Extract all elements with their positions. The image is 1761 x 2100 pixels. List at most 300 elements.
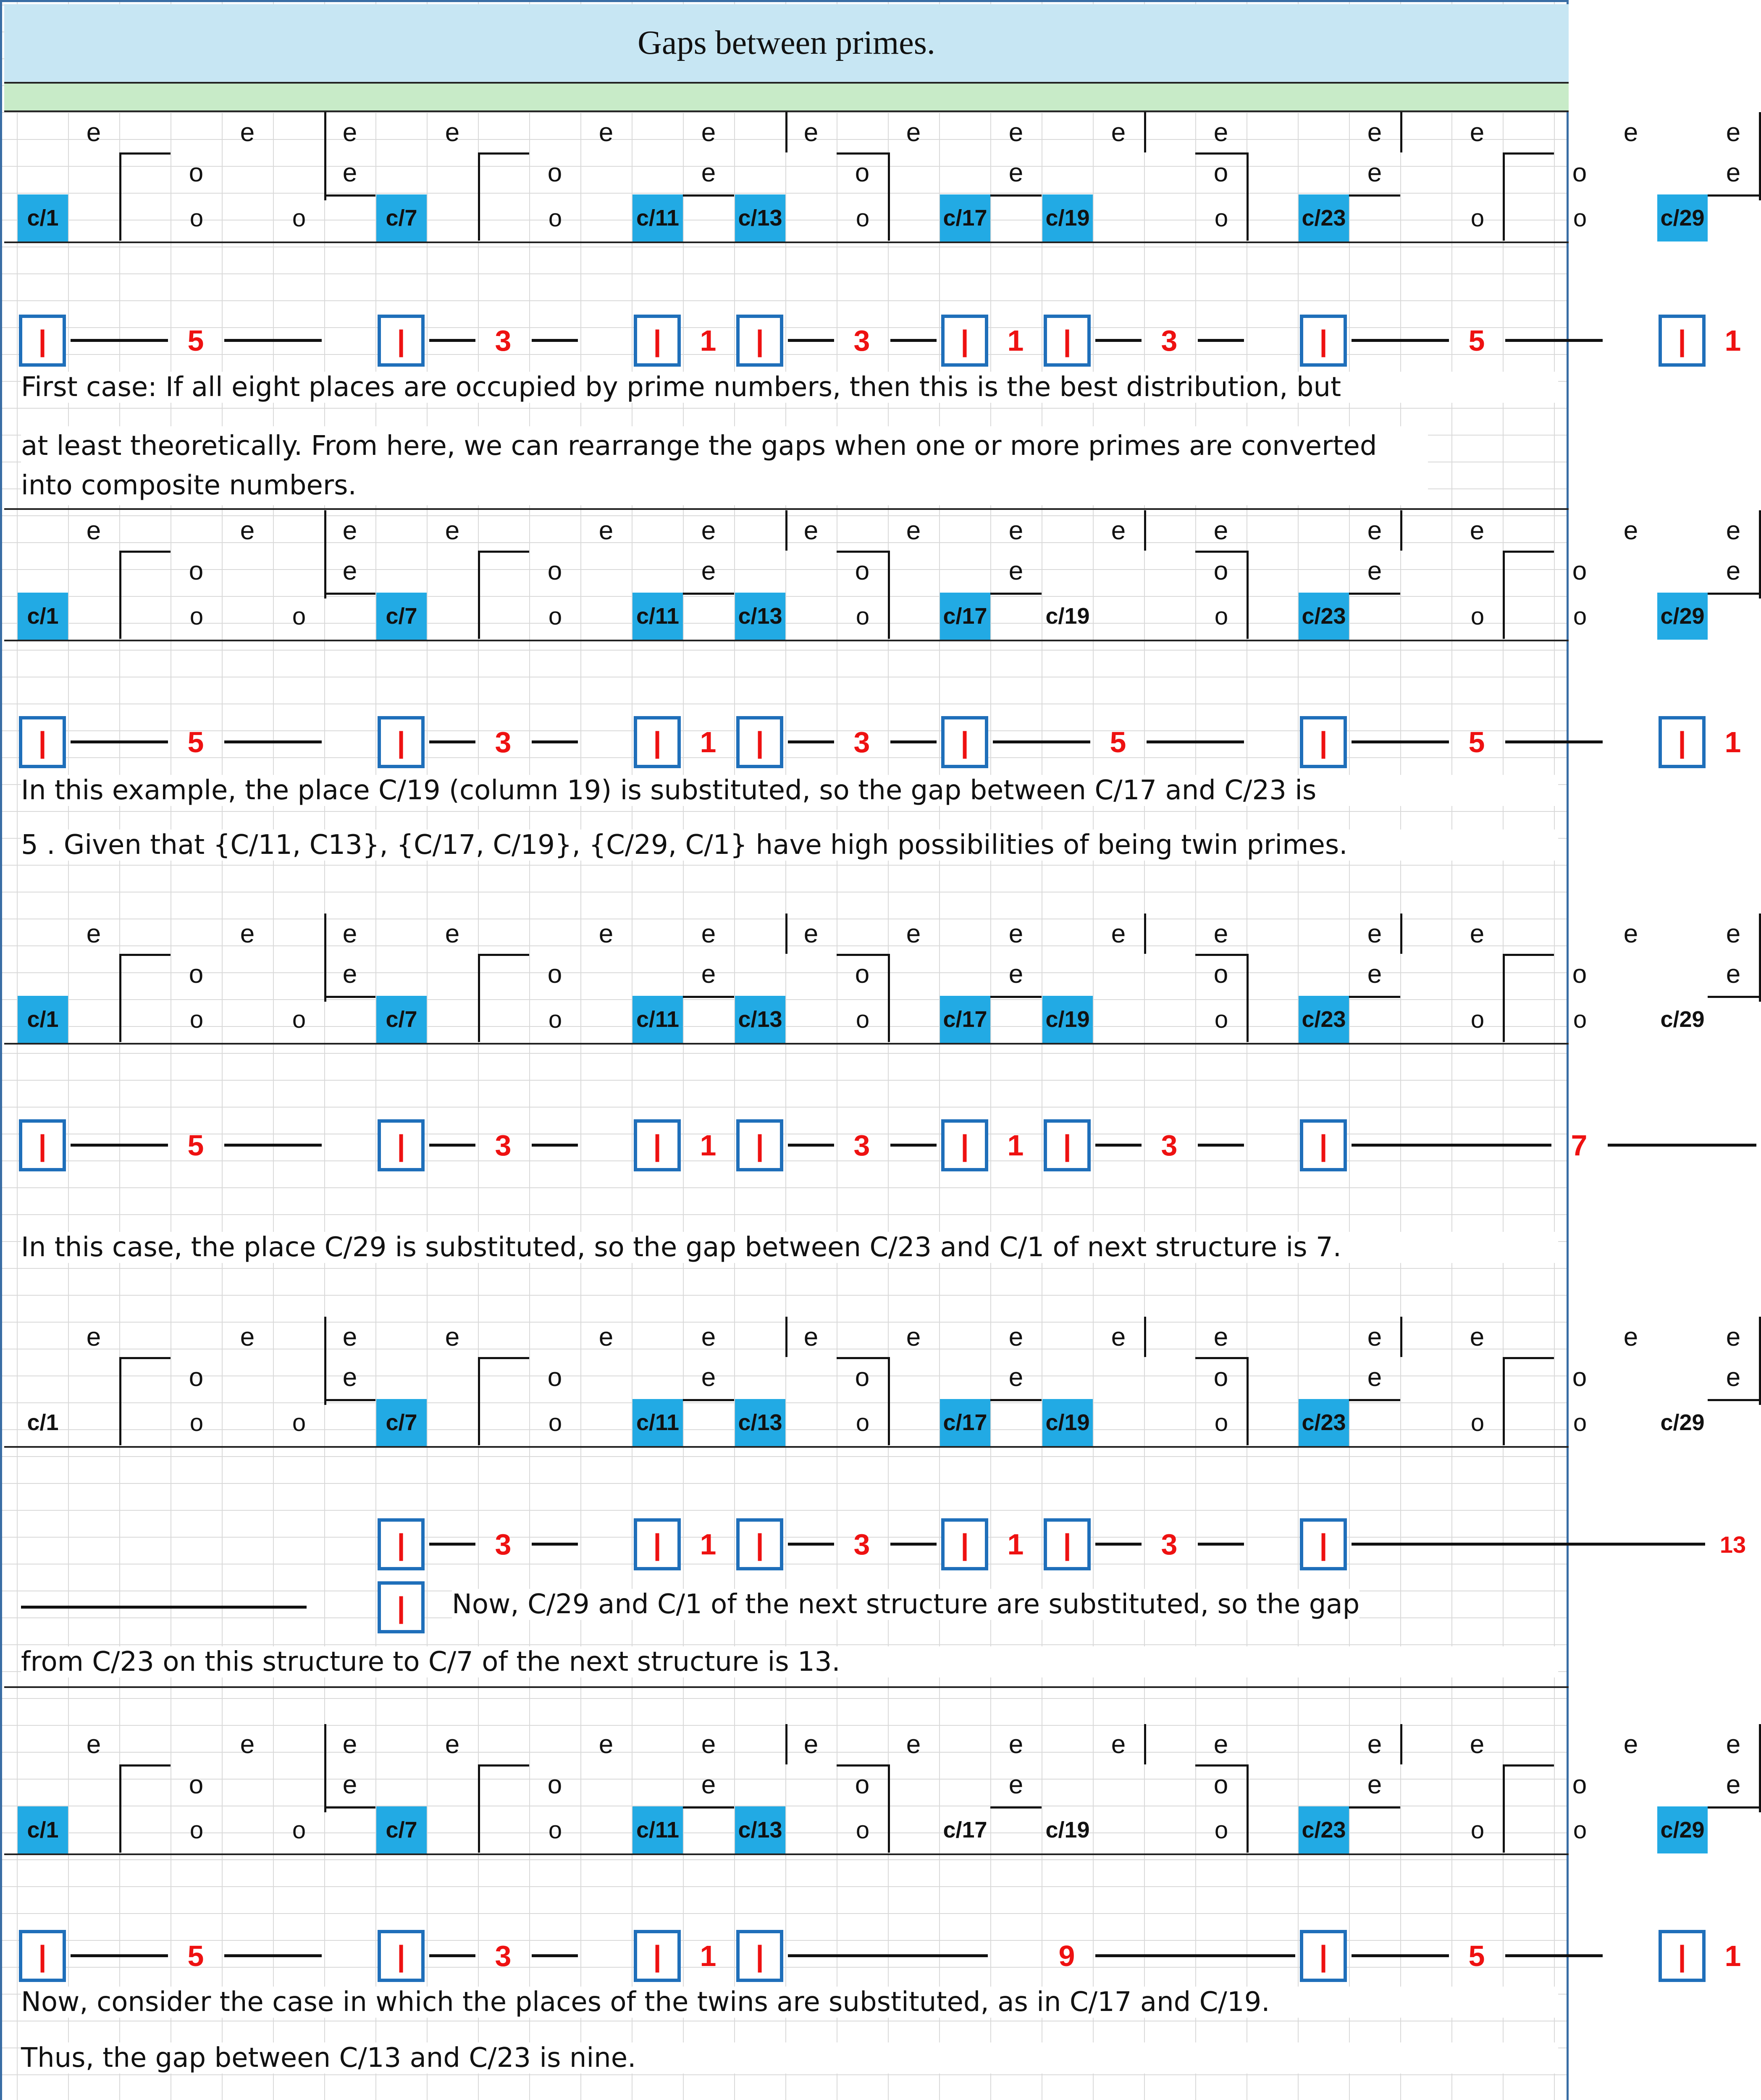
gap-number: 5 [1468, 1940, 1485, 1972]
place-c29: c/29 [1660, 1410, 1705, 1435]
structure-divider [1349, 996, 1400, 998]
odd-label: o [1213, 158, 1228, 187]
even-label: e [1008, 919, 1024, 948]
even-label: e [342, 556, 357, 585]
odd-place: o [1214, 1816, 1228, 1844]
place-c1: c/1 [18, 996, 68, 1043]
structure-divider [990, 1399, 1042, 1401]
structure-divider [119, 1357, 121, 1445]
prime-marker: | [1044, 1119, 1091, 1171]
prime-marker: | [378, 1930, 425, 1982]
even-label: e [1008, 158, 1024, 187]
even-label: e [1008, 118, 1024, 147]
header-band [4, 84, 1569, 112]
odd-label: o [1213, 556, 1228, 585]
gap-line [1352, 339, 1449, 342]
structure-divider [1503, 1764, 1505, 1853]
odd-label: o [547, 158, 562, 187]
sheet-title [4, 4, 1569, 84]
structure-divider [1708, 194, 1759, 197]
place-c7: c/7 [376, 996, 427, 1043]
even-label: e [86, 118, 101, 147]
structure-divider [478, 1764, 529, 1767]
even-label: e [1111, 118, 1126, 147]
structure-divider [837, 1764, 888, 1767]
even-label: e [86, 1322, 101, 1352]
structure-divider [119, 551, 121, 639]
structure-divider [324, 996, 375, 998]
gap-number: 3 [1161, 324, 1178, 357]
gap-number: 5 [1468, 726, 1485, 759]
structure-divider [478, 1764, 480, 1853]
odd-label: o [189, 1362, 204, 1392]
structure-divider [324, 1806, 375, 1809]
place-c11: c/11 [632, 1806, 683, 1853]
prime-marker: | [378, 1518, 425, 1570]
gap-number: 3 [495, 1528, 512, 1561]
structure-divider [1708, 996, 1759, 998]
even-label: e [598, 1322, 614, 1352]
place-c1: c/1 [18, 593, 68, 640]
odd-place: o [189, 602, 204, 630]
structure-divider [785, 1317, 787, 1357]
odd-place: o [292, 1409, 306, 1436]
odd-place: o [1470, 1409, 1485, 1436]
structure-divider [478, 152, 529, 155]
explanation-text: Now, C/29 and C/1 of the next structure are substituted, so the gap [452, 1589, 1360, 1620]
even-label: e [1367, 1322, 1382, 1352]
structure-divider [1144, 112, 1146, 152]
odd-label: o [189, 158, 204, 187]
odd-label: o [189, 556, 204, 585]
prime-marker: | [378, 716, 425, 768]
structure-divider [990, 593, 1042, 595]
place-c17: c/17 [943, 1817, 987, 1843]
place-c7: c/7 [376, 1399, 427, 1446]
gap-line [224, 740, 322, 743]
even-label: e [240, 919, 255, 948]
gap-number: 3 [495, 324, 512, 357]
odd-place: o [292, 602, 306, 630]
structure-divider [1195, 1357, 1247, 1359]
prime-marker: | [941, 315, 988, 367]
gap-number: 1 [1007, 1129, 1024, 1162]
gap-number: 9 [1058, 1940, 1075, 1972]
even-label: e [701, 1730, 716, 1759]
even-label: e [1213, 1322, 1228, 1352]
even-label: e [86, 516, 101, 545]
odd-label: o [547, 1362, 562, 1392]
structure-divider [1247, 152, 1249, 241]
gap-line [224, 1144, 322, 1147]
even-label: e [598, 1730, 614, 1759]
gap-line [429, 339, 475, 342]
gap-line [1505, 1954, 1603, 1957]
structure-divider [324, 593, 375, 595]
explanation-text: In this example, the place C/19 (column 19) is substituted, so the gap between C/17 and C/23 is [21, 775, 1558, 806]
odd-place: o [1214, 204, 1228, 232]
odd-place: o [1470, 602, 1485, 630]
structure-divider [1759, 112, 1761, 200]
gap-line [532, 1954, 578, 1957]
row-separator [4, 1043, 1569, 1045]
even-label: e [1623, 516, 1638, 545]
odd-place: o [292, 1816, 306, 1844]
structure-divider [990, 194, 1042, 197]
gap-line [890, 339, 937, 342]
structure-divider [1400, 1724, 1402, 1764]
gap-line [429, 1954, 475, 1957]
structure-divider [478, 954, 529, 956]
even-label: e [342, 1770, 357, 1799]
gap-number: 3 [853, 1129, 870, 1162]
place-c13: c/13 [735, 996, 785, 1043]
prime-marker: | [941, 716, 988, 768]
structure-divider [1400, 510, 1402, 551]
gap-number: 3 [495, 1129, 512, 1162]
even-label: e [701, 158, 716, 187]
prime-marker: | [378, 315, 425, 367]
place-c7: c/7 [376, 593, 427, 640]
even-label: e [1367, 959, 1382, 989]
gap-line [1352, 1144, 1551, 1147]
structure-divider [478, 152, 480, 241]
structure-divider [1400, 112, 1402, 152]
prime-marker: | [941, 1119, 988, 1171]
structure-divider [1144, 1724, 1146, 1764]
place-c17: c/17 [940, 996, 990, 1043]
even-label: e [1111, 1730, 1126, 1759]
even-label: e [1623, 1322, 1638, 1352]
place-c29: c/29 [1657, 1806, 1708, 1853]
place-c29: c/29 [1657, 593, 1708, 640]
gap-number: 1 [1007, 1528, 1024, 1561]
structure-divider [324, 1724, 326, 1812]
gap-number: 3 [1161, 1129, 1178, 1162]
odd-place: o [1573, 1005, 1587, 1033]
even-label: e [342, 158, 357, 187]
structure-divider [785, 510, 787, 551]
structure-divider [1503, 1764, 1554, 1767]
even-label: e [1367, 1770, 1382, 1799]
gap-number: 5 [187, 1940, 204, 1972]
gap-line [788, 1954, 988, 1957]
gap-number: 1 [1724, 726, 1741, 759]
place-c19: c/19 [1042, 1399, 1093, 1446]
even-label: e [803, 919, 819, 948]
prime-marker: | [378, 1119, 425, 1171]
odd-label: o [855, 959, 870, 989]
even-label: e [701, 1322, 716, 1352]
structure-divider [1503, 152, 1505, 241]
structure-divider [888, 1357, 890, 1445]
even-label: e [803, 118, 819, 147]
even-label: e [1726, 516, 1741, 545]
place-c23: c/23 [1299, 1806, 1349, 1853]
structure-divider [683, 1399, 734, 1401]
even-label: e [342, 516, 357, 545]
prime-marker: | [19, 716, 66, 768]
structure-divider [324, 1317, 326, 1405]
prime-marker: | [736, 315, 783, 367]
gap-line [1608, 1144, 1756, 1147]
gap-line [71, 1144, 168, 1147]
structure-divider [119, 152, 121, 241]
odd-place: o [548, 1816, 562, 1844]
structure-divider [119, 954, 171, 956]
prime-marker: | [736, 1518, 783, 1570]
odd-place: o [189, 1816, 204, 1844]
odd-label: o [855, 158, 870, 187]
structure-divider [837, 1357, 888, 1359]
structure-divider [837, 551, 888, 553]
structure-divider [1247, 551, 1249, 639]
structure-divider [478, 551, 480, 639]
gap-line [788, 740, 834, 743]
odd-place: o [292, 1005, 306, 1033]
even-label: e [1213, 516, 1228, 545]
structure-divider [1247, 954, 1249, 1042]
structure-divider [478, 1357, 529, 1359]
gap-line [1352, 1543, 1705, 1546]
structure-divider [1144, 510, 1146, 551]
prime-marker: | [736, 716, 783, 768]
odd-place: o [1214, 1005, 1228, 1033]
structure-divider [785, 1724, 787, 1764]
gap-line [532, 740, 578, 743]
place-c13: c/13 [735, 1399, 785, 1446]
even-label: e [1367, 919, 1382, 948]
even-label: e [1008, 556, 1024, 585]
gap-line [1095, 1954, 1295, 1957]
odd-label: o [1572, 959, 1587, 989]
odd-place: o [1470, 1005, 1485, 1033]
prime-marker: | [1300, 716, 1347, 768]
even-label: e [445, 1322, 460, 1352]
explanation-text: In this case, the place C/29 is substituted, so the gap between C/23 and C/1 of next structure is 7. [21, 1232, 1558, 1263]
place-c23: c/23 [1299, 1399, 1349, 1446]
place-c1: c/1 [18, 1806, 68, 1853]
prime-marker: | [1044, 1518, 1091, 1570]
place-c19: c/19 [1042, 996, 1093, 1043]
structure-divider [1503, 1357, 1505, 1445]
structure-divider [1144, 914, 1146, 954]
even-label: e [1726, 1730, 1741, 1759]
structure-divider [1503, 551, 1505, 639]
structure-divider [1349, 593, 1400, 595]
even-label: e [86, 1730, 101, 1759]
place-c1: c/1 [27, 1410, 59, 1435]
structure-divider [837, 954, 888, 956]
gap-number: 1 [1007, 324, 1024, 357]
odd-place: o [189, 1005, 204, 1033]
even-label: e [240, 118, 255, 147]
odd-label: o [855, 556, 870, 585]
explanation-text: Now, consider the case in which the places of the twins are substituted, as in C/17 and C/19. [21, 1987, 1558, 2018]
structure-divider [1708, 593, 1759, 595]
prime-marker: | [941, 1518, 988, 1570]
prime-marker: | [19, 315, 66, 367]
gap-line [788, 1144, 834, 1147]
odd-place: o [548, 1409, 562, 1436]
structure-divider [1503, 954, 1505, 1042]
gap-line [1095, 1543, 1142, 1546]
gap-line [890, 1144, 937, 1147]
odd-label: o [547, 1770, 562, 1799]
structure-divider [1195, 1764, 1247, 1767]
structure-divider [1195, 551, 1247, 553]
gap-number: 1 [1724, 1940, 1741, 1972]
even-label: e [1367, 158, 1382, 187]
even-label: e [906, 1322, 921, 1352]
gap-line [890, 1543, 937, 1546]
gap-number: 1 [700, 1940, 716, 1972]
even-label: e [240, 516, 255, 545]
structure-divider [1247, 1357, 1249, 1445]
structure-divider [478, 1357, 480, 1445]
gap-line [1198, 1543, 1244, 1546]
even-label: e [1470, 516, 1485, 545]
explanation-text: at least theoretically. From here, we can rearrange the gaps when one or more primes are converted into composite numbers. [21, 426, 1428, 505]
odd-place: o [548, 1005, 562, 1033]
structure-divider [119, 152, 171, 155]
structure-divider [1759, 1724, 1761, 1812]
place-c17: c/17 [940, 593, 990, 640]
even-label: e [1213, 118, 1228, 147]
even-label: e [701, 1362, 716, 1392]
even-label: e [342, 919, 357, 948]
gap-line [532, 339, 578, 342]
gap-line [224, 1954, 322, 1957]
structure-divider [1144, 1317, 1146, 1357]
row-separator [4, 508, 1569, 510]
gap-number: 3 [853, 726, 870, 759]
odd-label: o [189, 959, 204, 989]
odd-place: o [856, 602, 870, 630]
place-c29: c/29 [1660, 1007, 1705, 1032]
structure-divider [478, 551, 529, 553]
gap-line [1198, 1144, 1244, 1147]
place-c19: c/19 [1045, 604, 1090, 629]
gap-line [1095, 1144, 1142, 1147]
gap-line [1352, 740, 1449, 743]
even-label: e [598, 919, 614, 948]
gap-number: 13 [1719, 1531, 1746, 1558]
gap-line [429, 1543, 475, 1546]
gap-line [788, 1543, 834, 1546]
structure-divider [1708, 1806, 1759, 1809]
structure-divider [324, 194, 375, 197]
even-label: e [1726, 1362, 1741, 1392]
gap-line [71, 1954, 168, 1957]
even-label: e [701, 516, 716, 545]
gap-number: 1 [700, 1129, 716, 1162]
even-label: e [1111, 1322, 1126, 1352]
prime-marker: | [1659, 716, 1706, 768]
gap-line [532, 1144, 578, 1147]
odd-place: o [856, 204, 870, 232]
odd-label: o [855, 1770, 870, 1799]
even-label: e [1470, 919, 1485, 948]
gap-line [993, 740, 1090, 743]
gap-line [1505, 339, 1603, 342]
structure-divider [324, 510, 326, 598]
odd-place: o [1214, 602, 1228, 630]
even-label: e [86, 919, 101, 948]
odd-label: o [1213, 1362, 1228, 1392]
even-label: e [445, 516, 460, 545]
explanation-text: First case: If all eight places are occupied by prime numbers, then this is the best distribution, but [21, 372, 1558, 403]
gap-line [1198, 339, 1244, 342]
even-label: e [701, 959, 716, 989]
gap-line [21, 1606, 307, 1609]
structure-divider [1400, 1317, 1402, 1357]
gap-number: 3 [495, 726, 512, 759]
row-separator [4, 1853, 1569, 1855]
odd-place: o [1573, 204, 1587, 232]
gap-line [1095, 339, 1142, 342]
even-label: e [1008, 1362, 1024, 1392]
structure-divider [990, 1806, 1042, 1809]
odd-place: o [856, 1816, 870, 1844]
prime-marker: | [1300, 1119, 1347, 1171]
prime-marker: | [19, 1930, 66, 1982]
even-label: e [1008, 1730, 1024, 1759]
odd-label: o [855, 1362, 870, 1392]
even-label: e [445, 118, 460, 147]
structure-divider [1503, 954, 1554, 956]
gap-number: 5 [1110, 726, 1126, 759]
structure-divider [837, 152, 888, 155]
prime-marker: | [634, 1119, 681, 1171]
odd-label: o [547, 556, 562, 585]
place-c11: c/11 [632, 1399, 683, 1446]
structure-divider [324, 1399, 375, 1401]
gap-number: 1 [700, 726, 716, 759]
prime-marker: | [1044, 315, 1091, 367]
even-label: e [1008, 959, 1024, 989]
odd-place: o [1573, 602, 1587, 630]
odd-place: o [1573, 1816, 1587, 1844]
even-label: e [906, 516, 921, 545]
even-label: e [1008, 1770, 1024, 1799]
gap-number: 3 [1161, 1528, 1178, 1561]
place-c23: c/23 [1299, 194, 1349, 242]
place-c19: c/19 [1045, 1817, 1090, 1843]
even-label: e [342, 118, 357, 147]
explanation-text: Thus, the gap between C/13 and C/23 is nine. [21, 2042, 1558, 2074]
structure-divider [1759, 1317, 1761, 1405]
place-c17: c/17 [940, 1399, 990, 1446]
gap-number: 1 [700, 324, 716, 357]
even-label: e [803, 1730, 819, 1759]
structure-divider [683, 593, 734, 595]
place-c11: c/11 [632, 194, 683, 242]
even-label: e [1367, 516, 1382, 545]
even-label: e [1726, 959, 1741, 989]
even-label: e [342, 1322, 357, 1352]
structure-divider [478, 954, 480, 1042]
even-label: e [1111, 516, 1126, 545]
gap-number: 3 [853, 1528, 870, 1561]
structure-divider [324, 914, 326, 1002]
prime-marker: | [1300, 315, 1347, 367]
structure-divider [1195, 152, 1247, 155]
even-label: e [1367, 1362, 1382, 1392]
gap-line [890, 740, 937, 743]
even-label: e [1726, 556, 1741, 585]
even-label: e [240, 1322, 255, 1352]
